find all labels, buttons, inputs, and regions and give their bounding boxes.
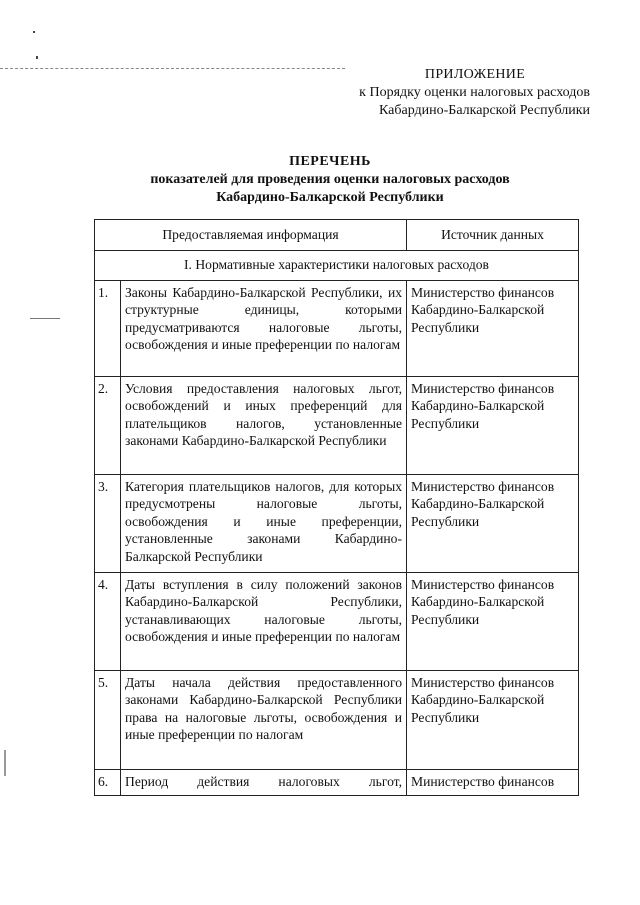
row-source: Министерство финансов: [407, 769, 579, 796]
appendix-title: ПРИЛОЖЕНИЕ: [424, 67, 526, 82]
appendix-line-2: Кабардино-Балкарской Республики: [379, 103, 590, 118]
table-row: [95, 572, 579, 670]
row-number: 5.: [95, 670, 121, 769]
table-row: [95, 474, 579, 572]
row-source: Министерство финансов Кабардино-Балкарской Республики: [407, 474, 579, 572]
row-info: Даты вступления в силу положений законов Кабардино-Балкарской Республики, устанавливающих налоговые льготы, освобождения и иные преференции по налогам: [121, 572, 407, 670]
scan-speck: [30, 318, 60, 319]
scan-speck: [4, 750, 6, 776]
row-number: 4.: [95, 572, 121, 670]
row-info: Законы Кабардино-Балкарской Республики, их структурные единицы, которыми предусматриваются налоговые льготы, освобождения и иные преференции по налогам: [121, 280, 407, 376]
indicators-table: [94, 219, 579, 796]
row-info: Условия предоставления налоговых льгот, освобождений и иных преференций для плательщиков налогов, установленные законами Кабардино-Балкарской Республики: [121, 376, 407, 474]
row-number: 2.: [95, 376, 121, 474]
document-title: [80, 153, 580, 207]
row-source: Министерство финансов Кабардино-Балкарской Республики: [407, 670, 579, 769]
row-source: Министерство финансов Кабардино-Балкарской Республики: [407, 280, 579, 376]
document-title-line-1: показателей для проведения оценки налоговых расходов: [150, 172, 510, 187]
row-info: Даты начала действия предоставленного законами Кабардино-Балкарской Республики права на налоговые льготы, освобождения и иные преференции по налогам: [121, 670, 407, 769]
row-number: 6.: [95, 769, 121, 796]
row-info: Период действия налоговых льгот,: [121, 769, 407, 796]
header-info: Предоставляемая информация: [95, 220, 407, 251]
scan-speck: [33, 31, 35, 33]
table-row: [95, 670, 579, 769]
table-row: [95, 769, 579, 796]
scan-speck: [36, 56, 38, 59]
document-title-line-2: Кабардино-Балкарской Республики: [216, 190, 444, 205]
row-source: Министерство финансов Кабардино-Балкарской Республики: [407, 376, 579, 474]
row-number: 1.: [95, 280, 121, 376]
appendix-header: [300, 66, 590, 120]
table-row: [95, 376, 579, 474]
row-info: Категория плательщиков налогов, для которых предусмотрены налоговые льготы, освобождения и иные преференции, установленные законами Кабардино-Балкарской Республики: [121, 474, 407, 572]
appendix-line-1: к Порядку оценки налоговых расходов: [359, 85, 590, 100]
table-row: [95, 280, 579, 376]
row-number: 3.: [95, 474, 121, 572]
section-title: I. Нормативные характеристики налоговых расходов: [95, 251, 579, 281]
document-title-main: ПЕРЕЧЕНЬ: [289, 154, 371, 169]
table-header-row: [95, 220, 579, 251]
header-source: Источник данных: [407, 220, 579, 251]
row-source: Министерство финансов Кабардино-Балкарской Республики: [407, 572, 579, 670]
section-row: [95, 251, 579, 281]
scan-dashed-line: [0, 68, 345, 69]
